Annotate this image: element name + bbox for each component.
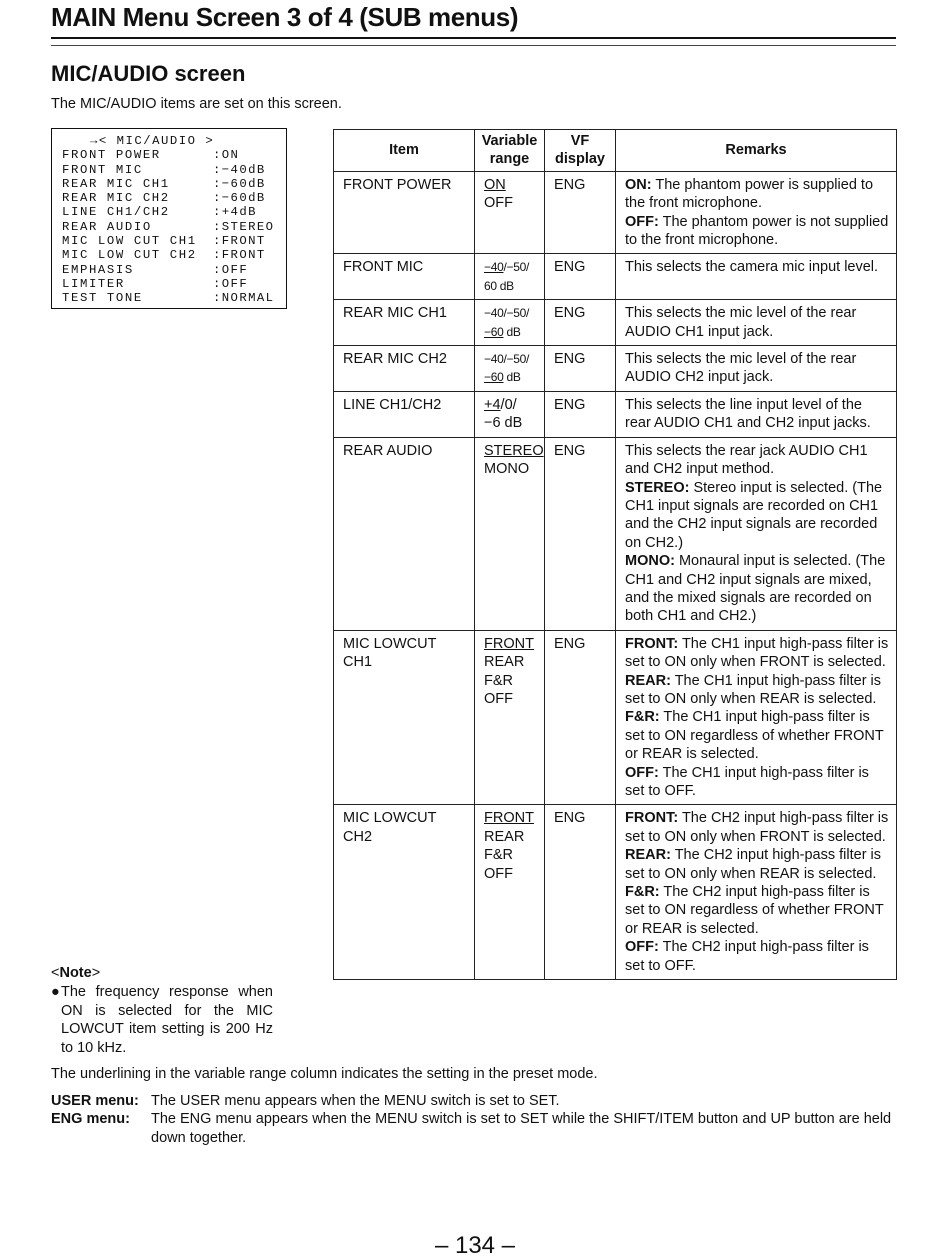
range-option: REAR [484, 828, 525, 845]
header-item: Item [334, 130, 475, 172]
cell-range [475, 346, 545, 392]
cell-item: FRONT MIC [334, 254, 475, 300]
osd-row [62, 205, 286, 219]
osd-value: :−60dB [213, 176, 266, 191]
osd-key: REAR MIC CH1 [62, 176, 170, 191]
menu-text: The USER menu appears when the MENU switch is set to SET. [151, 1093, 560, 1109]
menu-label: ENG menu: [51, 1111, 130, 1128]
remark-text: The CH2 input high-pass filter is set to ON only when REAR is selected. [625, 847, 882, 882]
remark-label: OFF: [625, 213, 659, 230]
cell-range [475, 171, 545, 254]
cell-item [334, 805, 475, 980]
cell-remarks: This selects the mic level of the rear AUDIO CH1 input jack. [616, 300, 897, 346]
range-default: +4 [484, 396, 501, 413]
range-default: −40 [484, 260, 504, 275]
osd-key: MIC LOW CUT CH2 [62, 248, 197, 263]
osd-value: :OFF [213, 276, 249, 291]
remark-label: OFF: [625, 939, 659, 956]
bullet-icon: ● [51, 984, 60, 1001]
range-option: REAR [484, 654, 525, 671]
range-option: /0/ [500, 396, 517, 413]
osd-value: :+4dB [213, 205, 257, 220]
menu-definition-row [51, 1092, 896, 1110]
note-label: Note [59, 965, 92, 981]
osd-row [62, 163, 286, 177]
item-line: MIC LOWCUT [343, 635, 437, 652]
cell-vf: ENG [545, 805, 616, 980]
range-option: MONO [484, 461, 530, 478]
range-unit: dB [503, 324, 521, 339]
osd-menu-display [51, 128, 287, 309]
remark-label: F&R: [625, 884, 660, 901]
header-vf-display: VF display [545, 130, 616, 172]
osd-row [62, 177, 286, 191]
intro-text: The MIC/AUDIO items are set on this screen. [51, 96, 342, 112]
cell-range [475, 805, 545, 980]
cell-remarks [616, 171, 897, 254]
osd-value: :NORMAL [213, 291, 275, 306]
osd-value: :ON [213, 148, 240, 163]
settings-table [333, 129, 897, 980]
cell-vf: ENG [545, 630, 616, 805]
cell-vf: ENG [545, 254, 616, 300]
header-remarks: Remarks [616, 130, 897, 172]
cell-range [475, 300, 545, 346]
range-option: OFF [484, 195, 513, 212]
remark-text: This selects the rear jack AUDIO CH1 and CH2 input method. [625, 442, 868, 478]
item-line: CH2 [343, 828, 373, 845]
range-option: 60 dB [484, 278, 514, 293]
range-option: F&R [484, 672, 513, 689]
remark-text: The CH2 input high-pass filter is set to ON only when FRONT is selected. [625, 810, 889, 845]
remark-text: The CH1 input high-pass filter is set to ON only when REAR is selected. [625, 672, 882, 707]
range-option: −40/−50/ [484, 306, 529, 321]
range-option: F&R [484, 847, 513, 864]
cell-item: REAR MIC CH2 [334, 346, 475, 392]
cell-vf: ENG [545, 300, 616, 346]
cell-remarks [616, 437, 897, 630]
note-bracket-open: < [51, 965, 60, 981]
osd-row [62, 263, 286, 277]
menu-definition-row [51, 1110, 896, 1147]
range-default: −60 [484, 324, 504, 339]
menu-definitions [51, 1092, 896, 1147]
cell-item [334, 630, 475, 805]
osd-key: EMPHASIS [62, 262, 134, 277]
remark-label: FRONT: [625, 635, 679, 652]
remark-label: FRONT: [625, 810, 679, 827]
osd-value: :FRONT [213, 234, 266, 249]
osd-row [62, 248, 286, 262]
remark-text: The CH2 input high-pass filter is set to ON regardless of whether FRONT or REAR is selected. [625, 884, 884, 937]
table-row [334, 254, 897, 300]
osd-value: :STEREO [213, 219, 275, 234]
cell-range [475, 254, 545, 300]
cell-item: REAR AUDIO [334, 437, 475, 630]
remark-text: The CH1 input high-pass filter is set to OFF. [625, 764, 869, 799]
osd-key: REAR AUDIO [62, 219, 152, 234]
osd-key: TEST TONE [62, 291, 143, 306]
osd-value: :−40dB [213, 162, 266, 177]
cell-vf: ENG [545, 391, 616, 437]
cell-vf: ENG [545, 437, 616, 630]
table-row [334, 805, 897, 980]
cell-vf: ENG [545, 346, 616, 392]
table-row [334, 300, 897, 346]
remark-text: The CH2 input high-pass filter is set to OFF. [625, 939, 869, 974]
cell-range [475, 391, 545, 437]
item-line: MIC LOWCUT [343, 810, 437, 827]
remark-label: F&R: [625, 709, 660, 726]
osd-key: FRONT MIC [62, 162, 143, 177]
osd-value: :OFF [213, 262, 249, 277]
remark-text: Monaural input is selected. (The CH1 and CH2 input signals are mixed, and the mixed signals are recorded on both CH1 and CH2.) [625, 553, 886, 625]
range-default: FRONT [484, 635, 534, 652]
cell-vf: ENG [545, 171, 616, 254]
cell-remarks: This selects the mic level of the rear AUDIO CH2 input jack. [616, 346, 897, 392]
osd-row [62, 277, 286, 291]
range-default: FRONT [484, 810, 534, 827]
osd-row [62, 148, 286, 162]
underline-note: The underlining in the variable range column indicates the setting in the preset mode. [51, 1066, 598, 1082]
range-default: −60 [484, 370, 504, 385]
page-title: MAIN Menu Screen 3 of 4 (SUB menus) [51, 2, 896, 39]
cell-remarks: This selects the camera mic input level. [616, 254, 897, 300]
osd-row [62, 234, 286, 248]
range-option: −6 dB [484, 415, 523, 432]
table-row [334, 630, 897, 805]
cell-remarks [616, 805, 897, 980]
note-heading [51, 964, 273, 982]
menu-label: USER menu: [51, 1093, 139, 1109]
remark-text: Stereo input is selected. (The CH1 input signals are recorded on CH1 and the CH2 input signals are recorded on CH2.) [625, 479, 883, 551]
menu-text: The ENG menu appears when the MENU switch is set to SET while the SHIFT/ITEM button and UP button are held down together. [151, 1111, 892, 1146]
range-default: ON [484, 176, 506, 193]
cell-remarks [616, 630, 897, 805]
remark-text: The phantom power is supplied to the front microphone. [625, 176, 874, 212]
remark-text: The CH1 input high-pass filter is set to ON regardless of whether FRONT or REAR is selected. [625, 709, 884, 763]
header-variable-range: Variable range [475, 130, 545, 172]
osd-row [62, 191, 286, 205]
remark-label: STEREO: [625, 479, 690, 496]
osd-row [62, 220, 286, 234]
table-row [334, 437, 897, 630]
osd-value: :−60dB [213, 191, 266, 206]
table-row [334, 171, 897, 254]
title-rule [51, 45, 896, 46]
cell-range [475, 437, 545, 630]
page-number: – 134 – [434, 1232, 516, 1259]
cell-remarks: This selects the line input level of the rear AUDIO CH1 and CH2 input jacks. [616, 391, 897, 437]
item-line: CH1 [343, 654, 373, 671]
osd-row [62, 291, 286, 305]
remark-label: MONO: [625, 553, 675, 570]
osd-header: →< MIC/AUDIO > [90, 134, 215, 148]
osd-key: LIMITER [62, 276, 125, 291]
range-unit: dB [503, 370, 521, 385]
osd-key: MIC LOW CUT CH1 [62, 234, 197, 249]
note-text: The frequency response when ON is selected for the MIC LOWCUT item setting is 200 Hz to 10 kHz. [61, 984, 273, 1056]
table-row [334, 391, 897, 437]
cell-item: LINE CH1/CH2 [334, 391, 475, 437]
remark-label: REAR: [625, 847, 671, 864]
osd-key: LINE CH1/CH2 [62, 205, 170, 220]
remark-text: The phantom power is not supplied to the front microphone. [625, 213, 889, 249]
table-header-row [334, 130, 897, 172]
note-item [51, 983, 273, 1057]
osd-key: FRONT POWER [62, 148, 161, 163]
table-row [334, 346, 897, 392]
note-box [51, 964, 273, 1057]
range-option: OFF [484, 865, 513, 882]
remark-label: OFF: [625, 764, 659, 781]
cell-item: FRONT POWER [334, 171, 475, 254]
range-option: OFF [484, 690, 513, 707]
remark-text: The CH1 input high-pass filter is set to ON only when FRONT is selected. [625, 635, 889, 671]
note-bracket-close: > [91, 965, 101, 981]
section-title: MIC/AUDIO screen [51, 61, 246, 86]
remark-label: REAR: [625, 672, 671, 689]
cell-item: REAR MIC CH1 [334, 300, 475, 346]
osd-key: REAR MIC CH2 [62, 191, 170, 206]
osd-value: :FRONT [213, 248, 266, 263]
range-option: /−50/ [503, 260, 529, 275]
range-default: STEREO [484, 442, 544, 459]
range-option: −40/−50/ [484, 352, 529, 367]
remark-label: ON: [625, 176, 652, 193]
cell-range [475, 630, 545, 805]
